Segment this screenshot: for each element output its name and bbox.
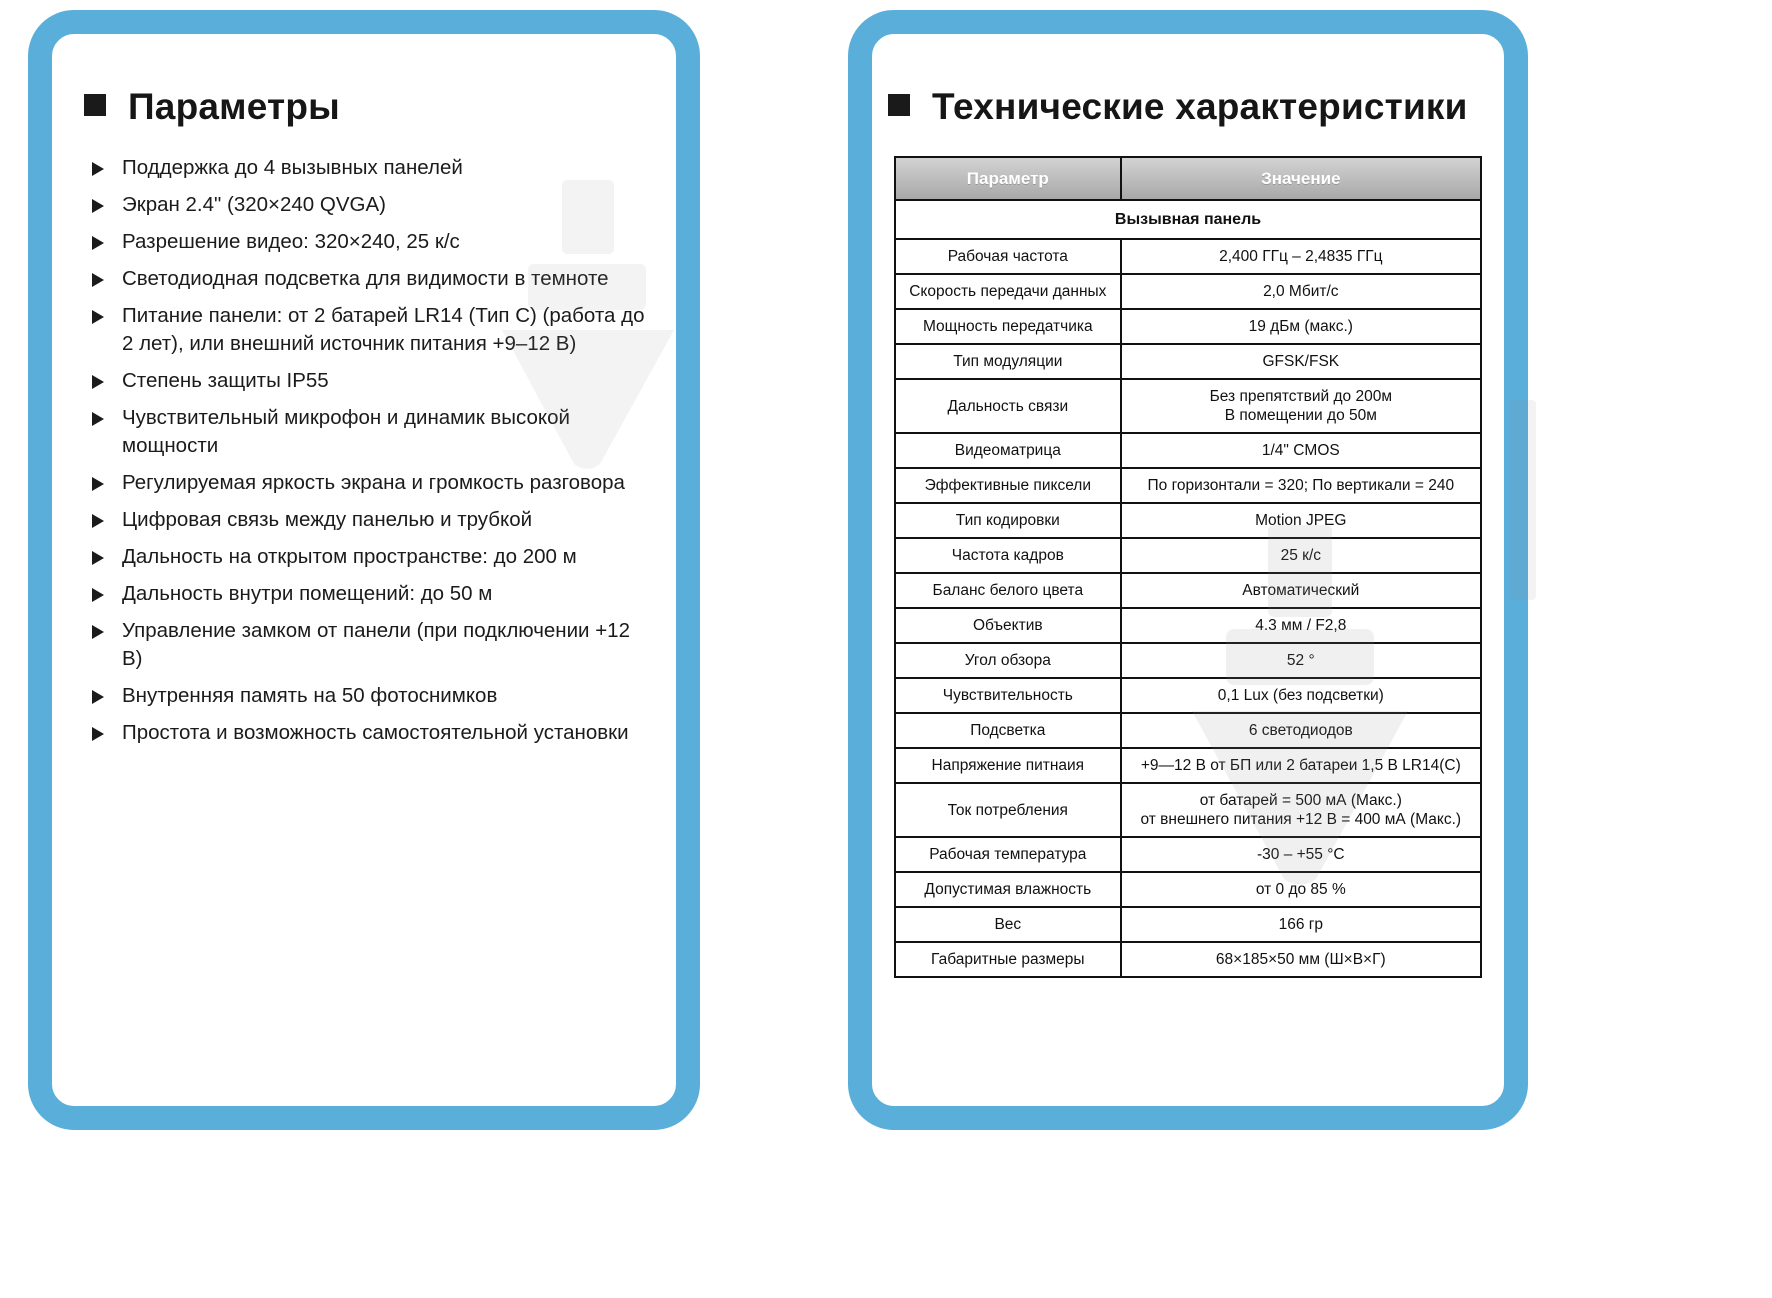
parameters-card-inner <box>52 34 676 1106</box>
column-header-value: Значение <box>1121 157 1481 200</box>
row-param: Напряжение питнаия <box>895 748 1121 783</box>
specifications-heading <box>872 34 1504 128</box>
list-item-text: Регулируемая яркость экрана и громкость разговора <box>122 471 625 494</box>
list-item-text: Чувствительный микрофон и динамик высокой мощности <box>122 406 570 457</box>
list-item <box>88 719 652 747</box>
square-bullet-icon <box>84 94 106 116</box>
table-row <box>895 608 1481 643</box>
table-row <box>895 344 1481 379</box>
specifications-card-inner <box>872 34 1504 1106</box>
triangle-bullet-icon <box>92 514 104 528</box>
parameters-heading <box>52 34 676 128</box>
triangle-bullet-icon <box>92 727 104 741</box>
triangle-bullet-icon <box>92 477 104 491</box>
table-row <box>895 907 1481 942</box>
list-item-text: Простота и возможность самостоятельной установки <box>122 721 629 744</box>
table-row <box>895 643 1481 678</box>
table-row <box>895 678 1481 713</box>
row-param: Допустимая влажность <box>895 872 1121 907</box>
row-param: Вес <box>895 907 1121 942</box>
row-value: Автоматический <box>1121 573 1481 608</box>
list-item <box>88 302 652 358</box>
list-item <box>88 367 652 395</box>
row-param: Подсветка <box>895 713 1121 748</box>
list-item-text: Управление замком от панели (при подключении +12 В) <box>122 619 630 670</box>
list-item <box>88 543 652 571</box>
specifications-heading-text: Технические характеристики <box>932 86 1468 127</box>
row-value: 2,0 Мбит/с <box>1121 274 1481 309</box>
triangle-bullet-icon <box>92 273 104 287</box>
row-param: Частота кадров <box>895 538 1121 573</box>
table-row <box>895 713 1481 748</box>
row-value: от 0 до 85 % <box>1121 872 1481 907</box>
list-item-text: Степень защиты IP55 <box>122 369 329 392</box>
row-param: Ток потребления <box>895 783 1121 837</box>
list-item <box>88 506 652 534</box>
row-param: Скорость передачи данных <box>895 274 1121 309</box>
table-row <box>895 837 1481 872</box>
row-value: 25 к/с <box>1121 538 1481 573</box>
list-item-text: Поддержка до 4 вызывных панелей <box>122 156 463 179</box>
table-row <box>895 872 1481 907</box>
row-value: 52 ° <box>1121 643 1481 678</box>
list-item-text: Цифровая связь между панелью и трубкой <box>122 508 533 531</box>
row-value-line: В помещении до 50м <box>1224 407 1377 424</box>
row-value-line: Без препятствий до 200м <box>1209 388 1392 405</box>
row-value: 166 гр <box>1121 907 1481 942</box>
table-row <box>895 503 1481 538</box>
table-row <box>895 538 1481 573</box>
list-item <box>88 154 652 182</box>
table-header-row <box>895 157 1481 200</box>
row-value: 19 дБм (макс.) <box>1121 309 1481 344</box>
list-item-text: Светодиодная подсветка для видимости в темноте <box>122 267 609 290</box>
table-group-row <box>895 200 1481 239</box>
square-bullet-icon <box>888 94 910 116</box>
row-param: Видеоматрица <box>895 433 1121 468</box>
list-item <box>88 228 652 256</box>
list-item-text: Дальность внутри помещений: до 50 м <box>122 582 493 605</box>
list-item <box>88 469 652 497</box>
list-item <box>88 580 652 608</box>
triangle-bullet-icon <box>92 412 104 426</box>
row-param: Мощность передатчика <box>895 309 1121 344</box>
specifications-card <box>848 10 1528 1130</box>
row-param: Рабочая температура <box>895 837 1121 872</box>
spec-table-wrapper <box>872 156 1504 978</box>
triangle-bullet-icon <box>92 588 104 602</box>
triangle-bullet-icon <box>92 375 104 389</box>
list-item <box>88 265 652 293</box>
list-item-text: Разрешение видео: 320×240, 25 к/с <box>122 230 460 253</box>
list-item-text: Питание панели: от 2 батарей LR14 (Тип C) (работа до 2 лет), или внешний источник питания +9–12 В) <box>122 304 645 355</box>
spec-table-body <box>895 200 1481 977</box>
triangle-bullet-icon <box>92 310 104 324</box>
list-item <box>88 404 652 460</box>
row-value: 1/4" CMOS <box>1121 433 1481 468</box>
row-value: 2,400 ГГц – 2,4835 ГГц <box>1121 239 1481 274</box>
triangle-bullet-icon <box>92 625 104 639</box>
table-row <box>895 239 1481 274</box>
row-param: Угол обзора <box>895 643 1121 678</box>
spec-table-head <box>895 157 1481 200</box>
parameters-heading-text: Параметры <box>128 86 340 127</box>
list-item <box>88 682 652 710</box>
row-param: Тип модуляции <box>895 344 1121 379</box>
row-value: 6 светодиодов <box>1121 713 1481 748</box>
row-param: Дальность связи <box>895 379 1121 433</box>
table-row <box>895 942 1481 977</box>
row-value: GFSK/FSK <box>1121 344 1481 379</box>
row-param: Тип кодировки <box>895 503 1121 538</box>
row-value: Motion JPEG <box>1121 503 1481 538</box>
list-item-text: Дальность на открытом пространстве: до 200 м <box>122 545 577 568</box>
row-value: 68×185×50 мм (Ш×В×Г) <box>1121 942 1481 977</box>
row-value: -30 – +55 °С <box>1121 837 1481 872</box>
row-value: По горизонтали = 320; По вертикали = 240 <box>1121 468 1481 503</box>
spec-table <box>894 156 1482 978</box>
parameters-list <box>52 154 676 747</box>
row-value: 4.3 мм / F2,8 <box>1121 608 1481 643</box>
row-param: Чувствительность <box>895 678 1121 713</box>
row-param: Рабочая частота <box>895 239 1121 274</box>
list-item-text: Внутренняя память на 50 фотоснимков <box>122 684 498 707</box>
group-label: Вызывная панель <box>895 200 1481 239</box>
triangle-bullet-icon <box>92 199 104 213</box>
table-row <box>895 433 1481 468</box>
table-row <box>895 274 1481 309</box>
row-param: Габаритные размеры <box>895 942 1121 977</box>
list-item <box>88 617 652 673</box>
row-value-line: от внешнего питания +12 В = 400 мА (Макс.) <box>1140 811 1462 828</box>
table-row <box>895 783 1481 837</box>
column-header-parameter: Параметр <box>895 157 1121 200</box>
row-value <box>1121 783 1481 837</box>
row-value: 0,1 Lux (без подсветки) <box>1121 678 1481 713</box>
row-param: Баланс белого цвета <box>895 573 1121 608</box>
triangle-bullet-icon <box>92 551 104 565</box>
table-row <box>895 573 1481 608</box>
row-value-line: от батарей = 500 мА (Макс.) <box>1199 792 1402 809</box>
list-item-text: Экран 2.4" (320×240 QVGA) <box>122 193 386 216</box>
table-row <box>895 309 1481 344</box>
triangle-bullet-icon <box>92 162 104 176</box>
row-value: +9—12 В от БП или 2 батареи 1,5 В LR14(C) <box>1121 748 1481 783</box>
parameters-card <box>28 10 700 1130</box>
table-row <box>895 379 1481 433</box>
triangle-bullet-icon <box>92 690 104 704</box>
triangle-bullet-icon <box>92 236 104 250</box>
list-item <box>88 191 652 219</box>
table-row <box>895 748 1481 783</box>
row-param: Эффективные пиксели <box>895 468 1121 503</box>
row-value <box>1121 379 1481 433</box>
table-row <box>895 468 1481 503</box>
row-param: Объектив <box>895 608 1121 643</box>
